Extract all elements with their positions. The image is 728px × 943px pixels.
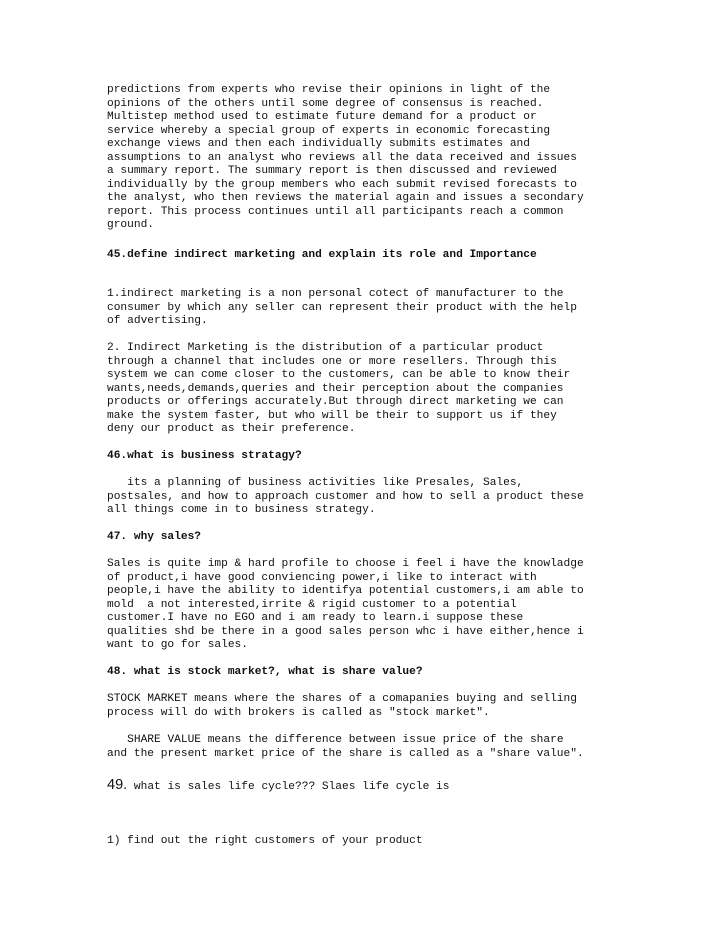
question-46-heading: 46.what is business stratagy? — [107, 450, 302, 462]
question-49-number: 49. — [107, 777, 128, 793]
answer-45-paragraph-2: 2. Indirect Marketing is the distribution of a particular product through a channel that includes one or more resellers. Through this system we can come closer to the customers, can be able to know their wants,needs,demands,queries and their perception about the companies products or offerings accurately.But through direct marketing we can make the system faster, but who will be their to support us if they deny our product as their preference. — [107, 342, 571, 435]
answer-48-paragraph-1: STOCK MARKET means where the shares of a comapanies buying and selling process will do with brokers is called as "stock market". — [107, 693, 577, 719]
question-49-text: what is sales life cycle??? Slaes life cycle is — [127, 781, 450, 793]
intro-paragraph: predictions from experts who revise their opinions in light of the opinions of the others until some degree of consensus is reached. Multistep method used to estimate future demand for a product or service whereby a special group of experts in economic forecasting exchange views and then each individually submits estimates and assumptions to an analyst who reviews all the data received and issues a summary report. The summary report is then discussed and reviewed individually by the group members who each submit revised forecasts to the analyst, who then reviews the material again and issues a secondary report. This process continues until all participants reach a common ground. — [107, 84, 584, 231]
answer-45-paragraph-1: 1.indirect marketing is a non personal cotect of manufacturer to the consumer by which any seller can represent their product with the help of advertising. — [107, 288, 577, 327]
question-48-heading: 48. what is stock market?, what is share value? — [107, 666, 423, 678]
answer-48-paragraph-2: SHARE VALUE means the difference between issue price of the share and the present market price of the share is called as a "share value". — [107, 734, 584, 760]
question-47-heading: 47. why sales? — [107, 531, 201, 543]
answer-46-paragraph-1: its a planning of business activities like Presales, Sales, postsales, and how to approach customer and how to sell a product these all things come in to business strategy. — [107, 477, 584, 516]
question-49-heading — [107, 779, 449, 795]
answer-47-paragraph-1: Sales is quite imp & hard profile to choose i feel i have the knowladge of product,i have good conviencing power,i like to interact with people,i have the ability to identifya potential customers,i am able to mold a not interested,irrite & rigid customer to a potential customer.I have no EGO and i am ready to learn.i suppose these qualities shd be there in a good sales person whc i have either,hence i want to go for sales. — [107, 558, 584, 651]
answer-49-paragraph-1: 1) find out the right customers of your product — [107, 835, 423, 847]
question-45-heading: 45.define indirect marketing and explain its role and Importance — [107, 249, 537, 261]
